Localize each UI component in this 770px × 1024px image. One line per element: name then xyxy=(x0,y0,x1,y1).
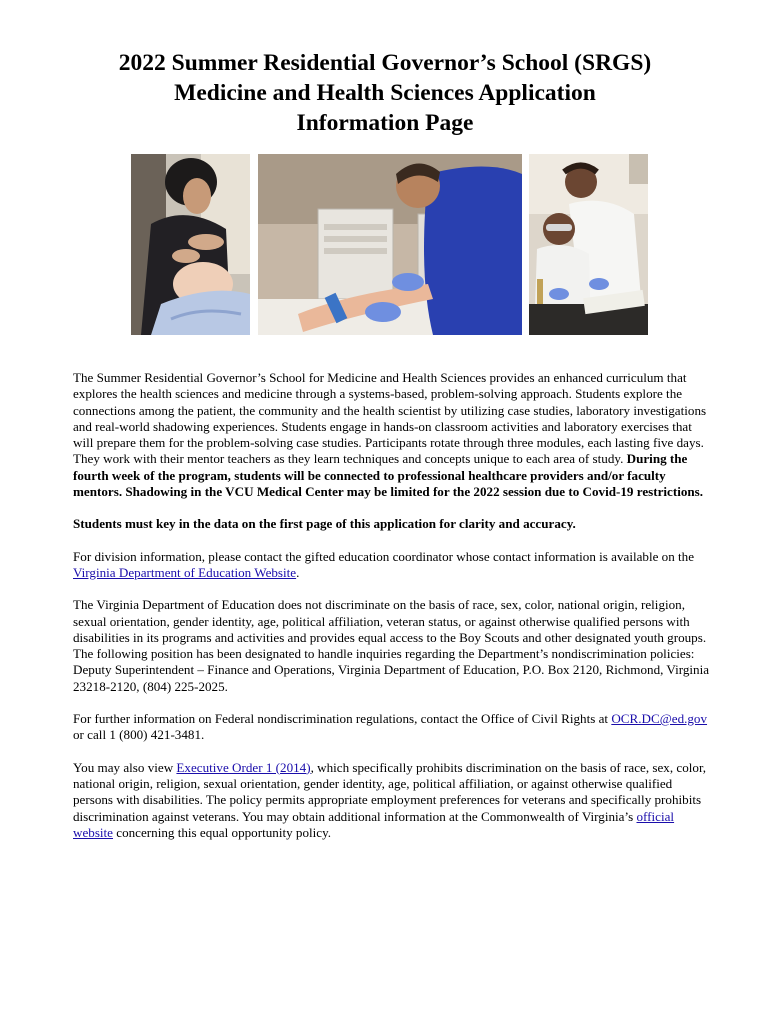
notice-text: Students must key in the data on the first page of this application for clarity and accuracy. xyxy=(73,516,576,532)
federal-text: For further information on Federal nondiscrimination regulations, contact the Office of Civil Rights at xyxy=(73,711,609,727)
federal-paragraph xyxy=(73,711,713,744)
notice-paragraph xyxy=(73,516,713,532)
executive-text-3: concerning this equal opportunity policy. xyxy=(113,824,332,840)
division-end: . xyxy=(296,564,300,580)
intro-bold-text: During the fourth week of the program, students will be connected to professional healthcare providers and/or faculty mentors. Shadowing in the VCU Medical Center may be limited for the 2022 session due to Covid-19 restrictions. xyxy=(73,451,704,500)
title-line-2: Medicine and Health Sciences Application xyxy=(174,80,596,106)
ocr-email-link[interactable]: OCR.DC@ed.gov xyxy=(611,711,708,727)
executive-text-1: You may also view xyxy=(73,759,177,775)
executive-order-paragraph xyxy=(73,760,713,841)
division-text: For division information, please contact the gifted education coordinator whose contact information is available on the xyxy=(73,548,695,564)
executive-text-2: , which specifically prohibits discrimination on the basis of race, sex, color, national origin, religion, sexual orientation, gender identity, age, political affiliation, or against otherwise qualified persons with disabilities. The policy permits appropriate employment preferences for veterans and specifically prohibits discrimination against veterans. You may obtain additional information at the Commonwealth of Virginia’s xyxy=(73,759,707,824)
page-title xyxy=(0,48,770,138)
official-website-link[interactable]: official website xyxy=(73,808,675,840)
intro-text: The Summer Residential Governor’s School for Medicine and Health Sciences provides an enhanced curriculum that explores the health sciences and medicine through a systems-based, problem-solving approach. Students explore the connections among the patient, the community and the health scientist by utilizing case studies, laboratory investigations and real-world shadowing experiences. Students engage in hands-on classroom activities and laboratory exercises that will prepare them for the problem-solving case studies. Participants rotate through three modules, each lasting five days. They work with their mentor teachers as they learn techniques and concepts unique to each area of study. xyxy=(73,370,707,467)
students-lab-coats-photo xyxy=(529,154,648,335)
federal-end: or call 1 (800) 421-3481. xyxy=(73,727,205,743)
vdoe-website-link[interactable]: Virginia Department of Education Website xyxy=(73,564,297,580)
title-line-3: Information Page xyxy=(296,110,474,136)
document-body xyxy=(73,370,713,857)
student-arm-training-model-photo xyxy=(258,154,522,335)
title-line-1: 2022 Summer Residential Governor’s School (SRGS) xyxy=(118,50,652,76)
intro-paragraph xyxy=(73,370,713,500)
executive-order-link[interactable]: Executive Order 1 (2014) xyxy=(176,759,311,775)
division-paragraph xyxy=(73,549,713,582)
nondiscrimination-paragraph: The Virginia Department of Education does not discriminate on the basis of race, sex, color, national origin, religion, sexual orientation, gender identity, age, political affiliation, veteran status, or against otherwise qualified persons with disabilities in its programs and activities and provides equal access to the Boy Scouts and other designated youth groups. The following position has been designated to handle inquiries regarding the Department’s nondiscrimination policies: Deputy Superintendent – Finance and Operations, Virginia Department of Education, P.O. Box 2120, Richmond, Virginia 23218-2120, (804) 225-2025. xyxy=(73,597,710,694)
student-mannequin-photo xyxy=(131,154,250,335)
